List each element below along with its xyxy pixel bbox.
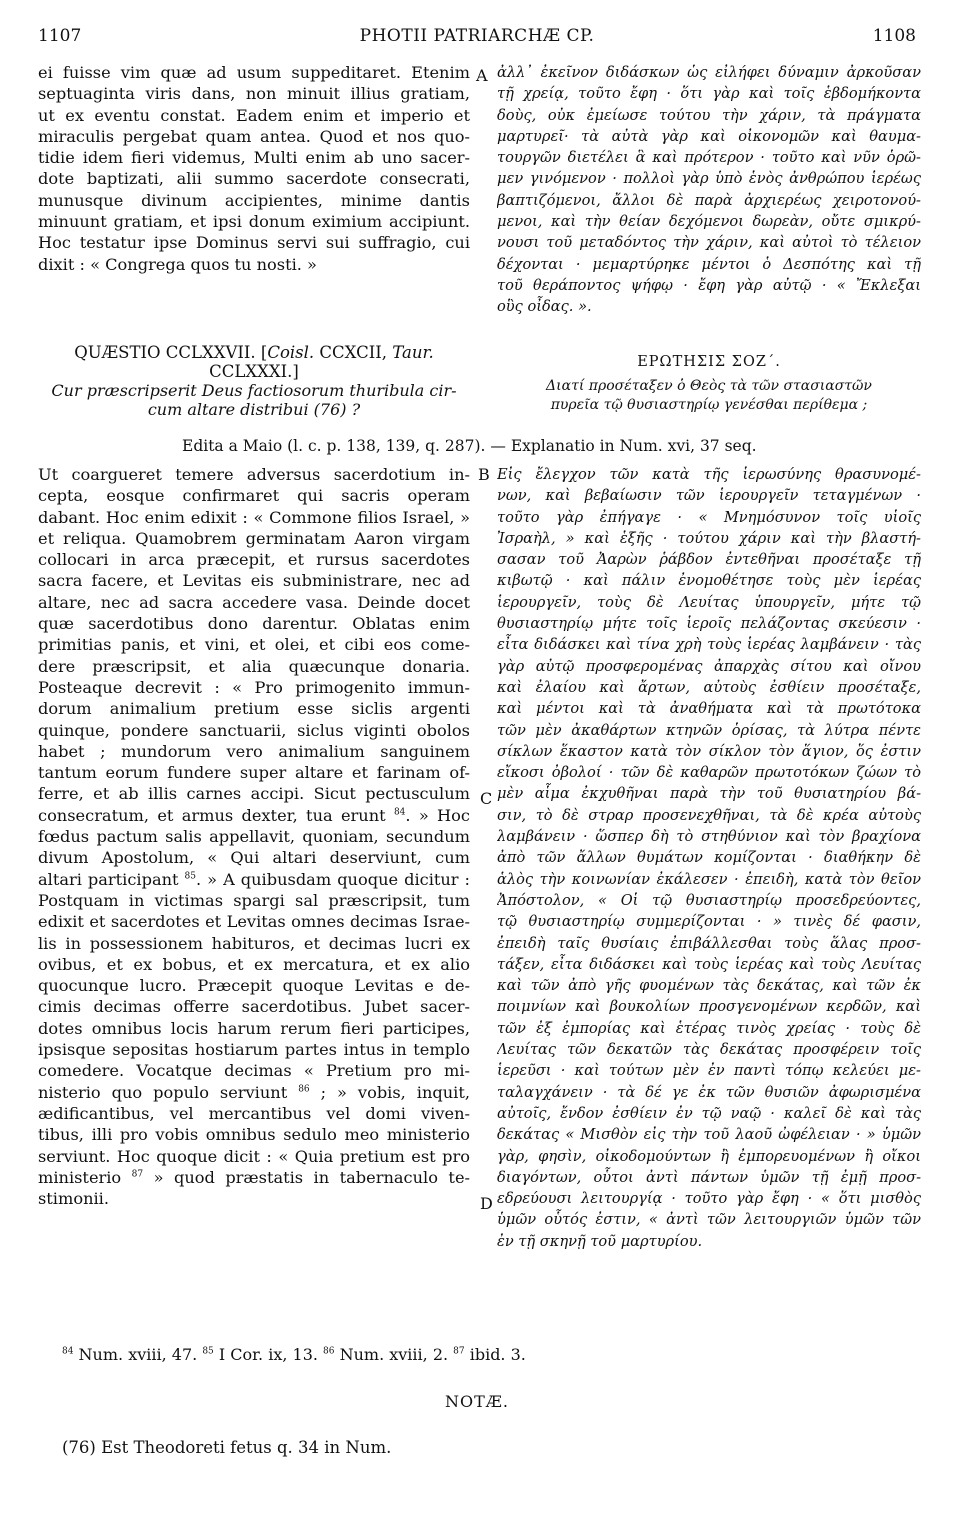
greek-line: μαρτυρεῖ· τὰ αὐτὰ γὰρ καὶ οἰκονομῶν καὶ θαυμα- — [497, 127, 921, 145]
latin-line: septuaginta viris dans, non minuit illius gratiam, — [38, 84, 470, 104]
greek-line: μενοι, καὶ τὴν θείαν δεχόμενοι δωρεὰν, οὔτε σμικρύ- — [497, 213, 921, 231]
footnote-ref: 87 — [131, 1169, 144, 1180]
greek-line: εἴκοσι ὀβολοί · τῶν δὲ καθαρῶν πρωτοτόκων ζώων τὸ — [497, 764, 921, 782]
latin-line-text: et reliqua. Quamobrem germinatam Aaron virgam — [38, 528, 470, 548]
latin-line — [38, 805, 470, 826]
latin-line-text: altare, nec ad sacra accedere vasa. Deinde docet — [38, 592, 470, 612]
greek-column-top — [497, 62, 921, 318]
greek-line: ὑμῶν οὗτός ἐστιν, « ἀντὶ τῶν λειτουργιῶν ὑμῶν τῶν — [497, 1211, 921, 1229]
latin-line-text: Ut coargueret temere adversus sacerdotium in- — [38, 465, 470, 484]
latin-column-top — [38, 62, 470, 275]
latin-line-text: dabant. Hoc enim edixit : « Commone filios Israel, » — [38, 507, 470, 527]
greek-line: τοῦ θεράποντος ψήφῳ · ἔφη γὰρ αὐτῷ · « Ἔκλεξαι — [497, 276, 921, 294]
question-title-latin-line2: CCLXXXI.] — [209, 362, 299, 381]
latin-line: miraculis pergebat quam antea. Quod et nos quo- — [38, 126, 470, 146]
latin-line-text: tantum eorum fundere super altare et farinam of- — [38, 763, 470, 783]
latin-line — [38, 1060, 470, 1081]
latin-line-text: ipsisque sepositas hostiarum partes intus in templo — [38, 1040, 470, 1060]
greek-line: ταλαγχάνειν · τὰ δέ γε ἐκ τῶν θυσιῶν ἀφωρισμένα — [497, 1083, 921, 1101]
latin-line: Hoc testatur ipse Dominus servi sui suffragio, cui — [38, 233, 470, 253]
greek-line: δεκάτας « Μισθὸν εἰς τὴν τοῦ λαοῦ ὠφέλειαν · » ὑμῶν — [497, 1126, 921, 1144]
greek-line: καὶ ἐλαίου καὶ ἄρτων, αὐτοὺς ἐσθίειν προσέταξε, — [497, 678, 921, 696]
greek-line: θυσιαστηρίῳ μήτε τοῖς ἱεροῖς πελάζοντας σκεύεσιν · — [497, 615, 921, 633]
latin-line-text: habet ; mundorum vero animalium sanguinem — [38, 741, 470, 761]
latin-line — [38, 1188, 470, 1209]
latin-line-text: serviunt. Hoc quoque dicit : « Quia pretium est pro — [38, 1146, 470, 1166]
greek-line: ἐν τῇ σκηνῇ τοῦ μαρτυρίου. — [497, 1232, 703, 1250]
greek-line: μεν γινόμενον · πολλοὶ γὰρ ὑπὸ ἑνὸς ἀνθρώπου ἱερέως — [497, 170, 921, 188]
footnote-number: 84 — [62, 1346, 74, 1357]
latin-line: ei fuisse vim quæ ad usum suppeditaret. Etenim — [38, 63, 470, 82]
question-subtitle-latin-line2: cum altare distribui (76) ? — [147, 400, 361, 419]
greek-line: τῶν ἐξ ἐμπορίας καὶ ἑτέρας τινὸς χρείας · τοὺς δὲ — [497, 1019, 921, 1037]
greek-line: ἀπὸ τῶν ἄλλων θυμάτων κομίζονται · διαθήκην δὲ — [497, 849, 921, 867]
latin-line — [38, 1124, 470, 1145]
latin-line — [38, 634, 470, 655]
greek-line: ἐπειδὴ ταῖς θυσίαις ἐπιβάλλεσθαι τοὺς ἅλας προσ- — [497, 934, 921, 952]
question-title-coisl: Coisl. — [267, 343, 315, 362]
greek-line: οὓς οἶδας. ». — [497, 298, 592, 316]
latin-line: minuunt gratiam, et ipsi donum eximium accipiunt. — [38, 212, 470, 232]
margin-letter-b: B — [478, 465, 490, 484]
latin-line: dote baptizati, alii summo sacerdote consecrati, — [38, 169, 470, 189]
latin-line — [38, 464, 470, 485]
greek-line: Εἰς ἔλεγχον τῶν κατὰ τῆς ἱερωσύνης θρασυνομέ- — [497, 466, 921, 483]
greek-line: τάξεν, εἶτα διδάσκει καὶ τοὺς ἱερέας καὶ τοὺς Λευίτας — [497, 955, 921, 973]
greek-line: νων, καὶ βεβαίωσιν τῶν ἱερουργεῖν τεταγμένων · — [497, 487, 921, 505]
greek-line: δέχονται · μεμαρτύρηκε μέντοι ὁ Δεσπότης καὶ τῇ — [497, 255, 921, 273]
question-title-taur: Taur. — [392, 343, 434, 362]
latin-line-text: Postquam in victimas spargi sal præscripsit, tum — [38, 890, 470, 910]
latin-line — [38, 720, 470, 741]
footnote-text: ibid. 3. — [464, 1345, 526, 1364]
greek-line: τῶν μὲν ἀκαθάρτων κτηνῶν ὁρίσας, τὰ λύτρα πέντε — [497, 721, 921, 739]
latin-line-text: dotes omnibus locis harum rerum fieri participes, — [38, 1018, 470, 1038]
greek-line: λαμβάνειν · ὥσπερ δὴ τὸ στηθύνιον καὶ τὸν βραχίονα — [497, 828, 921, 846]
question-heading-greek — [497, 354, 921, 415]
latin-line-text: . » Hoc — [405, 805, 470, 825]
latin-line-text: . » A quibusdam quoque dicitur : — [196, 869, 470, 889]
margin-letter-d: D — [480, 1194, 493, 1213]
footnote-number: 85 — [202, 1346, 214, 1357]
greek-line: σιν, τὸ δὲ στραρ προσενεχθῆναι, τὰ δὲ κρέα αὐτοὺς — [497, 806, 921, 824]
latin-line — [38, 911, 470, 932]
greek-line: τῷ θυσιαστηρίῳ συμμερίζονται · » τινὲς δέ φασιν, — [497, 913, 921, 931]
footnote-ref: 85 — [184, 871, 196, 882]
footnote-text: Num. xviii, 47. — [73, 1345, 203, 1364]
latin-line: tidie idem fieri videmus, Multi enim ab uno sacer- — [38, 148, 470, 168]
greek-line: νουσι τοῦ μεταδόντος τὴν χάριν, καὶ αὐτοὶ τὸ τέλειον — [497, 234, 921, 252]
footnote-number: 86 — [323, 1346, 335, 1357]
latin-line-text: ministerio — [38, 1167, 132, 1187]
greek-line: καὶ τῶν ἀπὸ γῆς φυομένων τὰς δεκάτας, καὶ τῶν ἐκ — [497, 977, 921, 995]
latin-line-text: quæ sacerdotibus dono darentur. Oblatas enim — [38, 614, 470, 634]
latin-line — [38, 1018, 470, 1039]
greek-line: τοῦτο γὰρ ἐπήγαγε · « Μνημόσυνον τοῖς υἱοῖς — [497, 508, 921, 526]
latin-line-text: sacra facere, et Levitas eis subministrare, nec ad — [38, 571, 470, 591]
latin-line — [38, 996, 470, 1017]
greek-line: ἱερεῦσι · καὶ τούτων μὲν ἐν παντὶ τόπῳ κελεύει με- — [497, 1062, 921, 1080]
question-subtitle-greek: Διατί προσέταξεν ὁ Θεὸς τὰ τῶν στασιαστῶν — [546, 378, 872, 394]
latin-line-text: cepta, eosque confirmaret qui sacris operam — [38, 486, 470, 506]
latin-line — [38, 741, 470, 762]
footnote-text: I Cor. ix, 13. — [213, 1345, 324, 1364]
latin-line — [38, 613, 470, 634]
latin-line-text: consecratum, et armus dexter, tua erunt — [38, 805, 394, 825]
latin-line-text: dere præscripsit, et alia quæcunque donaria. — [38, 656, 470, 676]
latin-line-text: comedere. Vocatque decimas « Pretium pro mi- — [38, 1061, 470, 1081]
latin-line-text: » quod præstatis in tabernaculo te- — [143, 1167, 470, 1187]
greek-line: εἶτα διδάσκει καὶ τίνα χρὴ τοὺς ἱερέας λαμβάνειν · τὰς — [497, 636, 921, 654]
greek-line: καὶ μέντοι καὶ τὰ ἀναθήματα καὶ τὰ πρωτότοκα — [497, 700, 921, 718]
notae-heading: NOTÆ. — [445, 1392, 509, 1411]
margin-letter-c: C — [480, 789, 493, 808]
latin-line-text: dorum animalium pretium esse siclis argenti — [38, 699, 470, 719]
footnote-ref: 86 — [298, 1084, 310, 1095]
latin-line-text: Posteaque decrevit : « Pro primogenito immun- — [38, 677, 470, 697]
latin-top-text — [38, 62, 470, 275]
latin-line: munusque divinum accipientes, minime dantis — [38, 190, 470, 210]
greek-line: κιβωτῷ · καὶ πάλιν ἐνομοθέτησε τοὺς μὲν ἱερέας — [497, 572, 921, 590]
footnote-ref: 84 — [393, 807, 406, 818]
latin-column-main — [38, 464, 470, 1209]
running-title: PHOTII PATRIARCHÆ CP. — [359, 26, 595, 46]
latin-line — [38, 549, 470, 570]
greek-line: τῇ χρείᾳ, τοῦτο ἔφη · ὅτι γὰρ καὶ τοῖς ἑβδομήκοντα — [497, 85, 921, 103]
latin-line — [38, 1103, 470, 1124]
question-title-latin — [38, 343, 470, 362]
latin-line — [38, 677, 470, 698]
question-title-part: QUÆSTIO CCLXXVII. [ — [74, 343, 268, 362]
question-heading-latin — [38, 343, 470, 419]
latin-line — [38, 890, 470, 911]
latin-line — [38, 783, 470, 804]
greek-line: γὰρ, φησὶν, οἰκοδομούντων ἢ ἐμπορευομένων ἢ οἴκοι — [497, 1147, 921, 1165]
latin-line — [38, 847, 470, 868]
greek-line: μὲν αἷμα ἐκχυθῆναι παρὰ τὴν τοῦ θυσιατηρίου βά- — [497, 785, 921, 803]
greek-line: δοὺς, οὐκ ἐμείωσε τούτου τὴν χάριν, τὰ πράγματα — [497, 106, 921, 124]
running-header — [38, 26, 916, 52]
greek-line: γὰρ αὐτῷ προσφερομένας ἀπαρχὰς σίτου καὶ οἴνου — [497, 657, 921, 675]
latin-line — [38, 1146, 470, 1167]
latin-line-text: stimonii. — [38, 1189, 110, 1209]
footnote-number: 87 — [453, 1346, 465, 1357]
edition-note: Edita a Maio (l. c. p. 138, 139, q. 287). — Explanatio in Num. xvi, 37 seq. — [182, 437, 757, 455]
latin-line: dixit : « Congrega quos tu nosti. » — [38, 254, 317, 274]
latin-line-text: cimis decimas offerre sacerdotibus. Jubet sacer- — [38, 997, 470, 1017]
latin-line-text: ovibus, et ex bobus, et ex mercatura, et ex alio — [38, 954, 470, 974]
greek-line: ποιμνίων καὶ βουκολίων προσγενομένων κερδῶν, καὶ — [497, 998, 921, 1016]
latin-line-text: primitias panis, et vini, et olei, et cibi eos come- — [38, 635, 470, 655]
greek-line: σασαν τοῦ Ἀαρὼν ῥάβδον ἐντεθῆναι προσέταξε τῇ — [497, 551, 921, 569]
latin-line — [38, 1039, 470, 1060]
latin-line-text: ferre, et ab illis carnes accipi. Sicut pectusculum — [38, 784, 470, 804]
latin-line — [38, 1082, 470, 1103]
greek-line: τουργῶν διετέλει ἃ καὶ πρότερον · τοῦτο καὶ νῦν ὁρῶ- — [497, 149, 921, 167]
greek-column-main — [497, 464, 921, 1252]
latin-line-text: quocunque lucro. Præcepit quoque Levitas e de- — [38, 976, 470, 996]
question-title-part: CCXCII, — [314, 343, 393, 362]
latin-line — [38, 975, 470, 996]
latin-line — [38, 826, 470, 847]
question-subtitle-greek-line2: πυρεῖα τῷ θυσιαστηρίῳ γενέσθαι περίθεμα ; — [550, 397, 868, 413]
latin-line-text: lis in possessionem habituros, et decimas lucri ex — [38, 933, 470, 953]
latin-line-text: quinque, pondere sanctuarii, siclus viginti obolos — [38, 720, 470, 740]
latin-line — [38, 698, 470, 719]
latin-line-text: edixit et sacerdotes et Levitas omnes decimas Israe- — [38, 912, 470, 932]
latin-line — [38, 954, 470, 975]
latin-line — [38, 507, 470, 528]
latin-line — [38, 570, 470, 591]
latin-line-text: fœdus pactum salis appellavit, quoniam, secundum — [38, 827, 470, 847]
note-76: (76) Est Theodoreti fetus q. 34 in Num. — [62, 1438, 392, 1457]
greek-line: διαγόντων, οὗτοι ἀντὶ πάντων ὑμῶν τῇ ἐμῇ προσ- — [497, 1168, 921, 1186]
greek-line: ἱερουργεῖν, τοὺς δὲ Λευίτας ὑπουργεῖν, μήτε τῷ — [497, 593, 921, 611]
greek-line: Ἀπόστολον, « Οἱ τῷ θυσιαστηρίῳ προσεδρεύοντες, — [497, 891, 921, 909]
margin-letter-a: A — [476, 66, 488, 85]
question-subtitle-latin: Cur præscripserit Deus factiosorum thuribula cir- — [51, 381, 457, 400]
greek-main-text — [497, 464, 921, 1252]
greek-line: Λευίτας τῶν δεκατῶν τὰς δεκάτας προσφέρειν τοῖς — [497, 1041, 921, 1059]
latin-line: ut ex eventu constat. Eadem enim et imperio et — [38, 105, 470, 125]
latin-main-text — [38, 464, 470, 1209]
latin-line-text: nisterio quo populo serviunt — [38, 1082, 299, 1102]
footnote-text: Num. xviii, 2. — [334, 1345, 454, 1364]
latin-line-text: collocari in arca præcepit, et rursus sacerdotes — [38, 550, 470, 570]
footnotes — [62, 1345, 526, 1364]
latin-line-text: altari participant — [38, 869, 185, 889]
greek-line: εδρεύουσι λειτουργίᾳ · τοῦτο γὰρ ἔφη · « ὅτι μισθὸς — [497, 1190, 921, 1208]
page-number-left: 1107 — [38, 26, 82, 46]
greek-line: σίκλων ἕκαστον κατὰ τὸν σίκλον τὸν ἅγιον, ὅς ἐστιν — [497, 742, 921, 760]
greek-line: ἀλλ᾽ ἐκεῖνον διδάσκων ὡς εἰλήφει δύναμιν ἀρκοῦσαν — [497, 64, 921, 81]
greek-line: βαπτιζόμενοι, ἄλλοι δὲ παρὰ ἀρχιερέως χειροτονού- — [497, 191, 921, 209]
latin-line — [38, 762, 470, 783]
latin-line — [38, 592, 470, 613]
latin-line — [38, 1167, 470, 1188]
latin-line-text: tibus, illi pro vobis omnibus sedulo meo ministerio — [38, 1125, 470, 1145]
latin-line — [38, 656, 470, 677]
latin-line — [38, 528, 470, 549]
greek-line: αὐτοῖς, ἔνδον ἐσθίειν ἐν τῷ ναῷ · καλεῖ δὲ καὶ τὰς — [497, 1104, 921, 1122]
question-title-greek: ΕΡΩΤΗΣΙΣ ΣΟΖ΄. — [637, 354, 781, 370]
latin-line-text: ; » vobis, inquit, — [309, 1082, 470, 1102]
greek-line: Ἰσραὴλ, » καὶ ἑξῆς · τούτου χάριν καὶ τὴν βλαστή- — [497, 529, 921, 547]
latin-line-text: divum Apostolum, « Qui altari deserviunt, cum — [38, 848, 470, 868]
latin-line — [38, 869, 470, 890]
latin-line — [38, 933, 470, 954]
latin-line-text: ædificantibus, vel mercantibus vel domi viven- — [38, 1103, 470, 1123]
greek-line: ἁλὸς τὴν κοινωνίαν ἐκάλεσεν · ἐπειδὴ, κατὰ τὸν θεῖον — [497, 870, 921, 888]
latin-line — [38, 485, 470, 506]
page-number-right: 1108 — [872, 26, 916, 46]
greek-top-text — [497, 62, 921, 318]
